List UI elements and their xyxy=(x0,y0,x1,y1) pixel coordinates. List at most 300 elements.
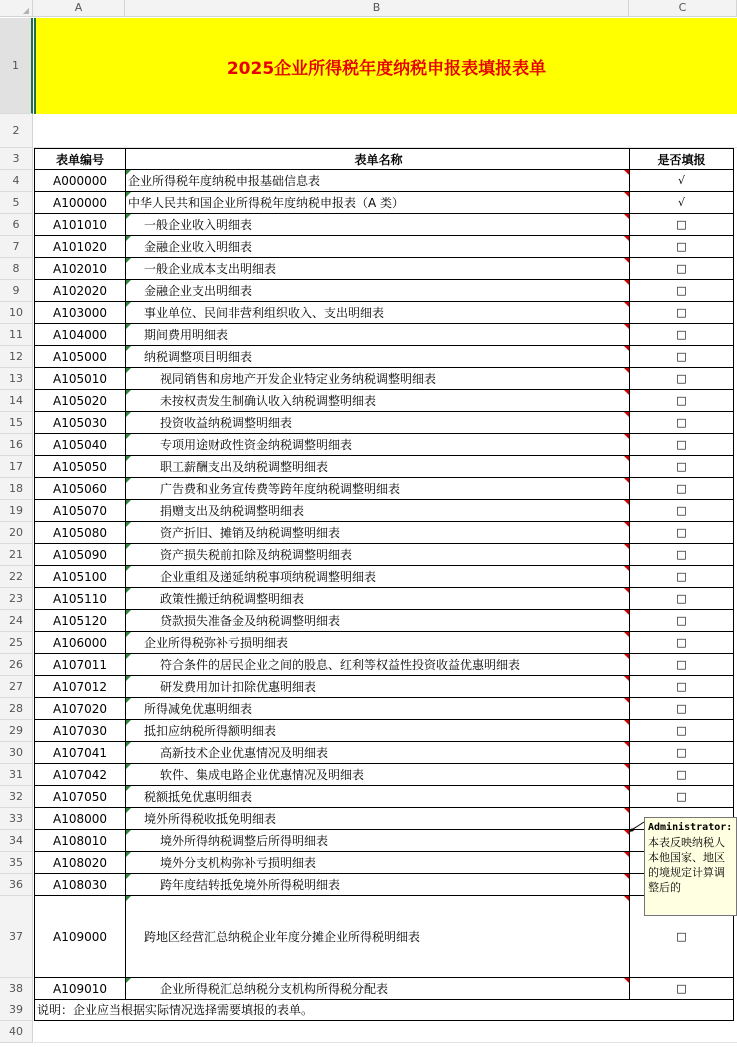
green-error-triangle-icon xyxy=(126,676,131,681)
table-row xyxy=(34,720,734,742)
comment-indicator-icon xyxy=(624,654,629,659)
form-code-cell[interactable]: A105000 xyxy=(34,346,126,368)
form-name-cell[interactable] xyxy=(126,456,630,478)
fill-status-cell[interactable] xyxy=(630,500,734,522)
table-header-row xyxy=(34,148,734,170)
green-error-triangle-icon xyxy=(126,896,131,901)
comment-text: 本表反映纳税人本他国家、地区的境规定计算调整后的 xyxy=(648,836,725,894)
fill-status-cell[interactable] xyxy=(630,720,734,742)
form-name-text: 贷款损失准备金及纳税调整明细表 xyxy=(160,614,341,628)
form-name-text: 企业所得税弥补亏损明细表 xyxy=(144,636,289,650)
form-name-cell[interactable] xyxy=(126,522,630,544)
form-code-cell[interactable]: A105120 xyxy=(34,610,126,632)
form-name-text: 所得减免优惠明细表 xyxy=(144,702,253,716)
fill-checkbox[interactable]: □ xyxy=(676,460,687,473)
fill-checkbox[interactable]: □ xyxy=(676,636,687,649)
fill-checkbox[interactable]: □ xyxy=(676,592,687,605)
row-header[interactable]: 27 xyxy=(0,676,33,698)
fill-checkbox[interactable]: □ xyxy=(676,394,687,407)
row-header[interactable]: 21 xyxy=(0,544,33,566)
form-name-cell[interactable] xyxy=(126,808,630,830)
fill-checkbox[interactable]: □ xyxy=(676,768,687,781)
comment-indicator-icon xyxy=(624,456,629,461)
header-fill-status[interactable]: 是否填报 xyxy=(630,148,734,170)
comment-indicator-icon xyxy=(624,478,629,483)
row-header[interactable]: 10 xyxy=(0,302,33,324)
form-name-cell[interactable] xyxy=(126,742,630,764)
form-name-cell[interactable] xyxy=(126,302,630,324)
comment-indicator-icon xyxy=(624,764,629,769)
form-name-text: 专项用途财政性资金纳税调整明细表 xyxy=(160,438,353,452)
fill-status-cell[interactable] xyxy=(630,978,734,1000)
row-header[interactable]: 23 xyxy=(0,588,33,610)
comment-indicator-icon xyxy=(624,786,629,791)
green-error-triangle-icon xyxy=(126,808,131,813)
fill-status-cell[interactable] xyxy=(630,764,734,786)
form-code-cell[interactable]: A100000 xyxy=(34,192,126,214)
form-name-text: 境外所得税收抵免明细表 xyxy=(144,812,277,826)
form-code-cell[interactable]: A104000 xyxy=(34,324,126,346)
fill-status-cell[interactable] xyxy=(630,192,734,214)
row-header[interactable]: 28 xyxy=(0,698,33,720)
row-header[interactable]: 29 xyxy=(0,720,33,742)
fill-checkbox[interactable]: □ xyxy=(676,482,687,495)
form-code-cell[interactable]: A102020 xyxy=(34,280,126,302)
green-error-triangle-icon xyxy=(126,346,131,351)
form-code-cell[interactable]: A105080 xyxy=(34,522,126,544)
form-name-text: 高新技术企业优惠情况及明细表 xyxy=(160,746,329,760)
table-row xyxy=(34,522,734,544)
form-name-text: 金融企业收入明细表 xyxy=(144,240,253,254)
table-row xyxy=(34,192,734,214)
form-name-cell[interactable] xyxy=(126,588,630,610)
form-code-cell[interactable]: A105040 xyxy=(34,434,126,456)
fill-checkbox[interactable]: □ xyxy=(676,372,687,385)
comment-indicator-icon xyxy=(624,808,629,813)
row-header-39[interactable]: 39 xyxy=(0,999,33,1021)
row-header[interactable]: 30 xyxy=(0,742,33,764)
form-code-cell[interactable]: A105070 xyxy=(34,500,126,522)
table-row xyxy=(34,346,734,368)
green-error-triangle-icon xyxy=(126,390,131,395)
form-code-cell[interactable]: A105050 xyxy=(34,456,126,478)
table-row xyxy=(34,236,734,258)
table-row xyxy=(34,456,734,478)
form-code-cell[interactable]: A109000 xyxy=(34,896,126,978)
form-name-text: 资产折旧、摊销及纳税调整明细表 xyxy=(160,526,341,540)
form-name-text: 金融企业支出明细表 xyxy=(144,284,253,298)
green-error-triangle-icon xyxy=(126,412,131,417)
green-error-triangle-icon xyxy=(126,236,131,241)
row-header[interactable]: 11 xyxy=(0,324,33,346)
form-name-cell[interactable] xyxy=(126,610,630,632)
fill-status-cell[interactable] xyxy=(630,698,734,720)
column-header-bar xyxy=(0,0,737,17)
fill-status-cell[interactable] xyxy=(630,676,734,698)
row-header[interactable]: 14 xyxy=(0,390,33,412)
select-all-corner[interactable] xyxy=(0,0,33,17)
comment-indicator-icon xyxy=(624,214,629,219)
form-code-cell[interactable]: A108020 xyxy=(34,852,126,874)
fill-checkbox[interactable]: □ xyxy=(676,416,687,429)
table-row xyxy=(34,214,734,236)
fill-checkbox[interactable]: □ xyxy=(676,658,687,671)
green-error-triangle-icon xyxy=(126,544,131,549)
row-header[interactable]: 22 xyxy=(0,566,33,588)
fill-checkbox[interactable]: √ xyxy=(677,174,685,187)
comment-indicator-icon xyxy=(624,346,629,351)
green-error-triangle-icon xyxy=(126,632,131,637)
row-header[interactable]: 33 xyxy=(0,808,33,830)
comment-indicator-icon xyxy=(624,500,629,505)
fill-status-cell[interactable] xyxy=(630,390,734,412)
green-error-triangle-icon xyxy=(126,978,131,983)
form-code-cell[interactable]: A108010 xyxy=(34,830,126,852)
green-error-triangle-icon xyxy=(126,786,131,791)
green-error-triangle-icon xyxy=(126,742,131,747)
form-name-text: 符合条件的居民企业之间的股息、红利等权益性投资收益优惠明细表 xyxy=(160,658,521,672)
row-header[interactable]: 24 xyxy=(0,610,33,632)
form-name-cell[interactable] xyxy=(126,978,630,1000)
table-row xyxy=(34,698,734,720)
form-name-text: 企业所得税汇总纳税分支机构所得税分配表 xyxy=(160,982,389,996)
row-header[interactable]: 19 xyxy=(0,500,33,522)
form-name-text: 政策性搬迁纳税调整明细表 xyxy=(160,592,305,606)
header-form-code[interactable]: 表单编号 xyxy=(34,148,126,170)
green-error-triangle-icon xyxy=(126,214,131,219)
fill-status-cell[interactable] xyxy=(630,368,734,390)
fill-status-cell[interactable] xyxy=(630,478,734,500)
form-name-cell[interactable] xyxy=(126,852,630,874)
form-name-cell[interactable] xyxy=(126,632,630,654)
fill-checkbox[interactable]: □ xyxy=(676,504,687,517)
comment-indicator-icon xyxy=(624,236,629,241)
fill-checkbox[interactable]: □ xyxy=(676,262,687,275)
table-row xyxy=(34,412,734,434)
fill-checkbox[interactable]: □ xyxy=(676,284,687,297)
form-code-cell[interactable]: A107030 xyxy=(34,720,126,742)
fill-checkbox[interactable]: □ xyxy=(676,240,687,253)
table-row xyxy=(34,764,734,786)
comment-indicator-icon xyxy=(624,588,629,593)
fill-status-cell[interactable] xyxy=(630,324,734,346)
fill-status-cell[interactable] xyxy=(630,566,734,588)
form-name-cell[interactable] xyxy=(126,830,630,852)
form-code-cell[interactable]: A107012 xyxy=(34,676,126,698)
table-row xyxy=(34,258,734,280)
fill-status-cell[interactable] xyxy=(630,280,734,302)
row-header[interactable]: 6 xyxy=(0,214,33,236)
row-header[interactable]: 7 xyxy=(0,236,33,258)
fill-checkbox[interactable]: □ xyxy=(676,930,687,943)
note-text[interactable]: 说明：企业应当根据实际情况选择需要填报的表单。 xyxy=(34,999,734,1021)
fill-checkbox[interactable]: □ xyxy=(676,614,687,627)
comment-indicator-icon xyxy=(624,302,629,307)
fill-checkbox[interactable]: □ xyxy=(676,306,687,319)
form-code-cell[interactable]: A106000 xyxy=(34,632,126,654)
table-row xyxy=(34,500,734,522)
fill-status-cell[interactable] xyxy=(630,258,734,280)
form-name-cell[interactable] xyxy=(126,236,630,258)
form-code-cell[interactable]: A107050 xyxy=(34,786,126,808)
fill-checkbox[interactable]: □ xyxy=(676,746,687,759)
form-name-text: 企业重组及递延纳税事项纳税调整明细表 xyxy=(160,570,377,584)
fill-checkbox[interactable]: □ xyxy=(676,702,687,715)
form-name-text: 软件、集成电路企业优惠情况及明细表 xyxy=(160,768,365,782)
table-row xyxy=(34,896,734,978)
form-code-cell[interactable]: A108000 xyxy=(34,808,126,830)
comment-indicator-icon xyxy=(624,874,629,879)
fill-checkbox[interactable]: □ xyxy=(676,724,687,737)
fill-checkbox[interactable]: □ xyxy=(676,570,687,583)
row-header[interactable]: 37 xyxy=(0,896,33,978)
green-error-triangle-icon xyxy=(126,368,131,373)
green-error-triangle-icon xyxy=(126,302,131,307)
green-error-triangle-icon xyxy=(126,522,131,527)
comment-indicator-icon xyxy=(624,978,629,983)
form-name-cell[interactable] xyxy=(126,478,630,500)
fill-status-cell[interactable] xyxy=(630,742,734,764)
row-header-2[interactable]: 2 xyxy=(0,114,33,148)
row-header[interactable]: 13 xyxy=(0,368,33,390)
table-row xyxy=(34,978,734,1000)
column-header-b[interactable]: B xyxy=(125,0,629,17)
comment-indicator-icon xyxy=(624,258,629,263)
row-header[interactable]: 16 xyxy=(0,434,33,456)
fill-status-cell[interactable] xyxy=(630,632,734,654)
fill-checkbox[interactable]: □ xyxy=(676,438,687,451)
form-code-cell[interactable]: A108030 xyxy=(34,874,126,896)
form-name-cell[interactable] xyxy=(126,698,630,720)
fill-status-cell[interactable] xyxy=(630,654,734,676)
table-row xyxy=(34,478,734,500)
green-error-triangle-icon xyxy=(126,852,131,857)
table-row xyxy=(34,852,734,874)
row-header[interactable]: 26 xyxy=(0,654,33,676)
fill-status-cell[interactable] xyxy=(630,346,734,368)
fill-checkbox[interactable]: □ xyxy=(676,350,687,363)
table-row xyxy=(34,434,734,456)
form-name-cell[interactable] xyxy=(126,170,630,192)
form-code-cell[interactable]: A105010 xyxy=(34,368,126,390)
comment-indicator-icon xyxy=(624,412,629,417)
row-header[interactable]: 15 xyxy=(0,412,33,434)
comment-indicator-icon xyxy=(624,522,629,527)
fill-status-cell[interactable] xyxy=(630,214,734,236)
green-error-triangle-icon xyxy=(126,258,131,263)
form-name-text: 捐赠支出及纳税调整明细表 xyxy=(160,504,305,518)
row-header[interactable]: 17 xyxy=(0,456,33,478)
form-name-cell[interactable] xyxy=(126,720,630,742)
row-header-3[interactable]: 3 xyxy=(0,148,33,170)
form-name-cell[interactable] xyxy=(126,346,630,368)
page-title[interactable]: 2025企业所得税年度纳税申报表填报表单 xyxy=(34,18,737,114)
comment-indicator-icon xyxy=(624,192,629,197)
fill-status-cell[interactable] xyxy=(630,236,734,258)
row-header[interactable]: 4 xyxy=(0,170,33,192)
form-name-text: 税额抵免优惠明细表 xyxy=(144,790,253,804)
table-row xyxy=(34,676,734,698)
form-name-cell[interactable] xyxy=(126,676,630,698)
form-code-cell[interactable]: A102010 xyxy=(34,258,126,280)
comment-indicator-icon xyxy=(624,566,629,571)
form-code-cell[interactable]: A101010 xyxy=(34,214,126,236)
row-header[interactable]: 20 xyxy=(0,522,33,544)
form-code-cell[interactable]: A105100 xyxy=(34,566,126,588)
form-name-cell[interactable] xyxy=(126,896,630,978)
green-error-triangle-icon xyxy=(126,192,131,197)
form-name-text: 纳税调整项目明细表 xyxy=(144,350,253,364)
form-name-cell[interactable] xyxy=(126,500,630,522)
table-row xyxy=(34,324,734,346)
green-error-triangle-icon xyxy=(126,434,131,439)
fill-checkbox[interactable]: □ xyxy=(676,548,687,561)
form-code-cell[interactable]: A107011 xyxy=(34,654,126,676)
row-header[interactable]: 25 xyxy=(0,632,33,654)
green-error-triangle-icon xyxy=(126,610,131,615)
fill-status-cell[interactable] xyxy=(630,302,734,324)
form-name-cell[interactable] xyxy=(126,786,630,808)
row-header[interactable]: 36 xyxy=(0,874,33,896)
form-code-cell[interactable]: A107020 xyxy=(34,698,126,720)
fill-checkbox[interactable]: □ xyxy=(676,526,687,539)
comment-indicator-icon xyxy=(624,610,629,615)
fill-checkbox[interactable]: □ xyxy=(676,790,687,803)
row-header[interactable]: 31 xyxy=(0,764,33,786)
form-code-cell[interactable]: A103000 xyxy=(34,302,126,324)
form-code-cell[interactable]: A000000 xyxy=(34,170,126,192)
table-row xyxy=(34,874,734,896)
form-name-cell[interactable] xyxy=(126,412,630,434)
corner-triangle-icon: ◢ xyxy=(22,6,29,15)
green-error-triangle-icon xyxy=(126,588,131,593)
form-name-cell[interactable] xyxy=(126,368,630,390)
row-header[interactable]: 38 xyxy=(0,978,33,1000)
row-header[interactable]: 9 xyxy=(0,280,33,302)
form-name-cell[interactable] xyxy=(126,434,630,456)
form-name-cell[interactable] xyxy=(126,280,630,302)
form-code-cell[interactable]: A105030 xyxy=(34,412,126,434)
row-header[interactable]: 18 xyxy=(0,478,33,500)
form-name-text: 一般企业收入明细表 xyxy=(144,218,253,232)
fill-status-cell[interactable] xyxy=(630,610,734,632)
row-header-1[interactable]: 1 xyxy=(0,18,33,114)
form-name-text: 跨年度结转抵免境外所得税明细表 xyxy=(160,878,341,892)
row-header[interactable]: 5 xyxy=(0,192,33,214)
fill-checkbox[interactable]: □ xyxy=(676,982,687,995)
green-error-triangle-icon xyxy=(126,698,131,703)
form-name-cell[interactable] xyxy=(126,258,630,280)
comment-indicator-icon xyxy=(624,632,629,637)
comment-indicator-icon xyxy=(624,676,629,681)
green-error-triangle-icon xyxy=(126,170,131,175)
form-name-cell[interactable] xyxy=(126,192,630,214)
comment-indicator-icon xyxy=(624,698,629,703)
form-name-cell[interactable] xyxy=(126,566,630,588)
form-code-cell[interactable]: A105020 xyxy=(34,390,126,412)
fill-status-cell[interactable] xyxy=(630,456,734,478)
form-name-cell[interactable] xyxy=(126,654,630,676)
fill-status-cell[interactable] xyxy=(630,522,734,544)
green-error-triangle-icon xyxy=(126,500,131,505)
form-name-text: 未按权责发生制确认收入纳税调整明细表 xyxy=(160,394,377,408)
comment-indicator-icon xyxy=(624,280,629,285)
row-header-40[interactable]: 40 xyxy=(0,1021,33,1043)
form-code-cell[interactable]: A105090 xyxy=(34,544,126,566)
form-name-text: 跨地区经营汇总纳税企业年度分摊企业所得税明细表 xyxy=(144,930,421,944)
fill-status-cell[interactable] xyxy=(630,786,734,808)
form-name-text: 广告费和业务宣传费等跨年度纳税调整明细表 xyxy=(160,482,401,496)
fill-status-cell[interactable] xyxy=(630,434,734,456)
form-name-text: 境外分支机构弥补亏损明细表 xyxy=(160,856,317,870)
header-form-name[interactable]: 表单名称 xyxy=(126,148,630,170)
fill-status-cell[interactable] xyxy=(630,544,734,566)
form-name-cell[interactable] xyxy=(126,390,630,412)
form-name-cell[interactable] xyxy=(126,544,630,566)
row-header[interactable]: 12 xyxy=(0,346,33,368)
table-row xyxy=(34,390,734,412)
comment-indicator-icon xyxy=(624,544,629,549)
green-error-triangle-icon xyxy=(126,566,131,571)
form-name-cell[interactable] xyxy=(126,874,630,896)
fill-status-cell[interactable] xyxy=(630,170,734,192)
green-error-triangle-icon xyxy=(126,764,131,769)
form-name-text: 资产损失税前扣除及纳税调整明细表 xyxy=(160,548,353,562)
fill-checkbox[interactable]: √ xyxy=(677,196,685,209)
table-row xyxy=(34,544,734,566)
table-row xyxy=(34,632,734,654)
table-row xyxy=(34,588,734,610)
table-row xyxy=(34,610,734,632)
form-name-text: 投资收益纳税调整明细表 xyxy=(160,416,293,430)
green-error-triangle-icon xyxy=(126,456,131,461)
form-code-cell[interactable]: A107041 xyxy=(34,742,126,764)
row-header[interactable]: 34 xyxy=(0,830,33,852)
table-row xyxy=(34,280,734,302)
form-code-cell[interactable]: A105060 xyxy=(34,478,126,500)
row-header[interactable]: 35 xyxy=(0,852,33,874)
fill-checkbox[interactable]: □ xyxy=(676,218,687,231)
green-error-triangle-icon xyxy=(126,324,131,329)
form-code-cell[interactable]: A101020 xyxy=(34,236,126,258)
column-header-c[interactable]: C xyxy=(629,0,737,17)
row-header[interactable]: 8 xyxy=(0,258,33,280)
comment-indicator-icon xyxy=(624,896,629,901)
green-error-triangle-icon xyxy=(126,830,131,835)
table-row xyxy=(34,368,734,390)
comment-author: Administrator: xyxy=(648,822,733,833)
column-header-a[interactable]: A xyxy=(33,0,125,17)
green-error-triangle-icon xyxy=(126,280,131,285)
form-name-cell[interactable] xyxy=(126,764,630,786)
form-code-cell[interactable]: A109010 xyxy=(34,978,126,1000)
fill-status-cell[interactable] xyxy=(630,412,734,434)
form-code-cell[interactable]: A105110 xyxy=(34,588,126,610)
form-name-cell[interactable] xyxy=(126,324,630,346)
form-name-text: 职工薪酬支出及纳税调整明细表 xyxy=(160,460,329,474)
cell-comment-box[interactable] xyxy=(644,817,737,916)
form-code-cell[interactable]: A107042 xyxy=(34,764,126,786)
form-name-text: 企业所得税年度纳税申报基础信息表 xyxy=(128,174,321,188)
table-row xyxy=(34,786,734,808)
row-header[interactable]: 32 xyxy=(0,786,33,808)
fill-status-cell[interactable] xyxy=(630,588,734,610)
table-row xyxy=(34,170,734,192)
fill-checkbox[interactable]: □ xyxy=(676,680,687,693)
table-row xyxy=(34,566,734,588)
fill-checkbox[interactable]: □ xyxy=(676,328,687,341)
form-name-cell[interactable] xyxy=(126,214,630,236)
